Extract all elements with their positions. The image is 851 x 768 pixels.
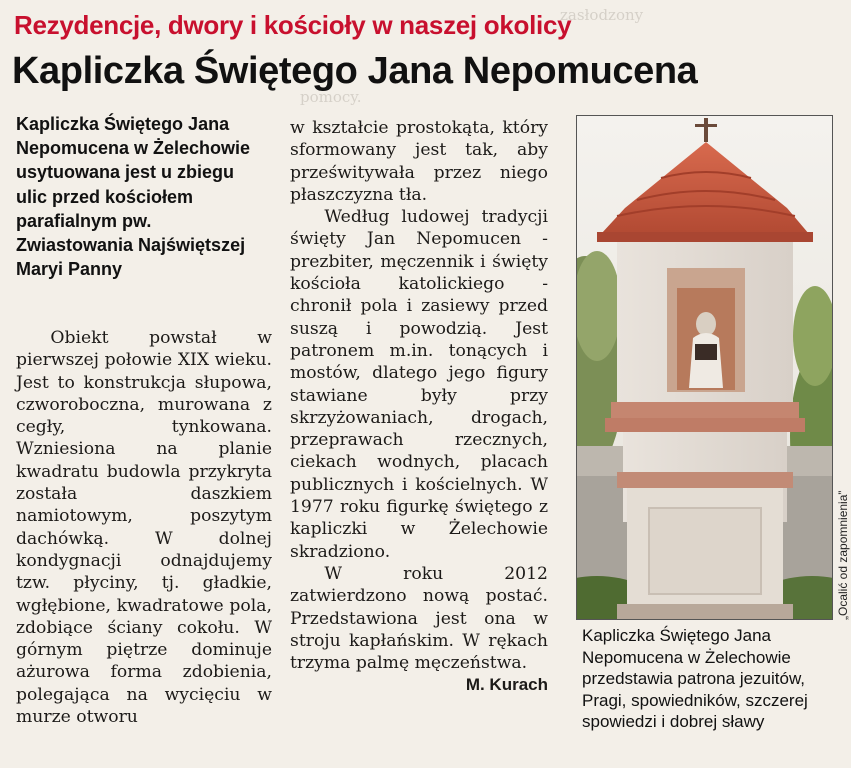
paragraph: Według ludowej tradycji święty Jan Nepomucen - prezbiter, męczennik i święty kościoła katolickiego - chronił pola i zasiewy przed suszą i powodzią. Jest patronem m.in. tonących i mostów, dlatego jego figury stawiane były przy skrzyżowaniach, drogach, przeprawach rzecznych, ciekach wodnych, placach publicznych i kościelnych. W 1977 roku figurkę świętego z kapliczki w Żelechowie skradziono. bbox=[290, 207, 548, 562]
photo-credit: „Ocalić od zapomnienia” bbox=[836, 490, 850, 620]
article-column-2 bbox=[290, 117, 548, 697]
paragraph: Obiekt powstał w pierwszej połowie XIX wieku. Jest to konstrukcja słupowa, czworoboczna, murowana z cegły, tynkowana. Wzniesiona na planie kwadratu budowla przykryta została daszkiem namiotowym, poszytym dachówką. W dolnej kondygnacji odnajdujemy tzw. płyciny, tj. gładkie, wgłębione, kwadratowe pola, zdobiące ściany cokołu. W górnym piętrze dominuje ażurowa forma zdobienia, polegająca na wycięciu w murze otworu bbox=[16, 328, 272, 728]
article-lead: Kapliczka Świętego Jana Nepomucena w Żelechowie usytuowana jest u zbiegu ulic przed kościołem parafialnym pw. Zwiastowania Najświętszej Maryi Panny bbox=[16, 114, 251, 280]
paragraph: W roku 2012 zatwierdzono nową postać. Przedstawiona jest ona w stroju kapłańskim. W rękach trzyma palmę męczeństwa. bbox=[290, 563, 548, 674]
show-through-text: zasłodzony bbox=[560, 6, 644, 24]
chapel-photo bbox=[576, 115, 833, 620]
author-signature: M. Kurach bbox=[465, 675, 548, 695]
article-title: Kapliczka Świętego Jana Nepomucena bbox=[12, 50, 698, 92]
section-kicker: Rezydencje, dwory i kościoły w naszej okolicy bbox=[14, 10, 572, 40]
article-column-1 bbox=[16, 327, 272, 728]
show-through-text: pomocy. bbox=[300, 88, 362, 106]
paragraph: w kształcie prostokąta, który sformowany jest tak, aby prześwitywała przez niego płaszczyzna tła. bbox=[290, 118, 548, 205]
photo-caption: Kapliczka Świętego Jana Nepomucena w Żelechowie przedstawia patrona jezuitów, Pragi, spowiedników, szczerej spowiedzi i dobrej sławy bbox=[582, 626, 808, 731]
